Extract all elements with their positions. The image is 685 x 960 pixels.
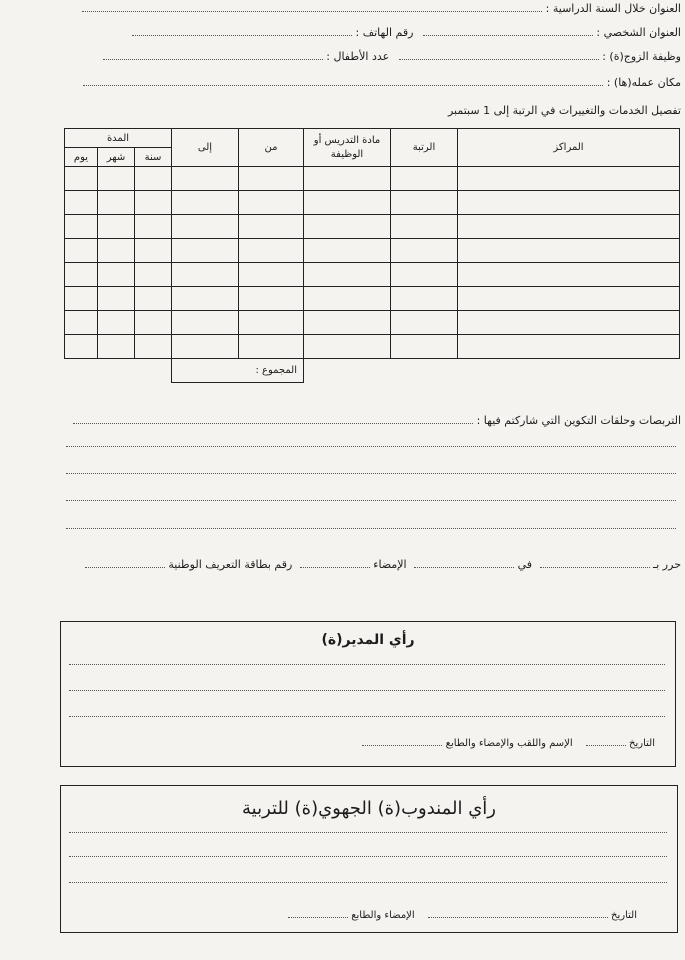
- cell-grade[interactable]: [391, 167, 458, 191]
- director-date-input[interactable]: [586, 736, 626, 746]
- cell-centers[interactable]: [458, 287, 680, 311]
- total-row: [65, 359, 680, 383]
- cell-subject[interactable]: [304, 263, 391, 287]
- cell-from[interactable]: [239, 263, 304, 287]
- cell-from[interactable]: [239, 287, 304, 311]
- delegate-date-label: التاريخ: [611, 910, 637, 921]
- trainings-line-3[interactable]: [66, 473, 676, 474]
- cell-day[interactable]: [65, 167, 98, 191]
- signature-label: الإمضاء: [373, 558, 407, 571]
- services-table: [64, 128, 680, 383]
- written-at-input[interactable]: [540, 558, 650, 568]
- delegate-line-3[interactable]: [69, 882, 667, 883]
- cell-grade[interactable]: [391, 191, 458, 215]
- table-row: [65, 191, 680, 215]
- cell-year[interactable]: [135, 215, 172, 239]
- cell-from[interactable]: [239, 335, 304, 359]
- trainings-line-4[interactable]: [66, 500, 676, 501]
- cell-to[interactable]: [172, 311, 239, 335]
- cell-subject[interactable]: [304, 191, 391, 215]
- cell-month[interactable]: [98, 167, 135, 191]
- cell-centers[interactable]: [458, 263, 680, 287]
- cell-day[interactable]: [65, 311, 98, 335]
- cell-year[interactable]: [135, 311, 172, 335]
- header-centers: المراكز: [458, 129, 680, 167]
- cell-to[interactable]: [172, 215, 239, 239]
- cell-to[interactable]: [172, 239, 239, 263]
- services-title: تفصيل الخدمات والتغييرات في الرتبة إلى 1 سبتمبر: [447, 104, 681, 117]
- personal-address-field: [132, 26, 681, 39]
- personal-address-label: العنوان الشخصي :: [596, 26, 681, 39]
- cell-grade[interactable]: [391, 215, 458, 239]
- header-month: شهر: [98, 148, 135, 167]
- cell-from[interactable]: [239, 191, 304, 215]
- delegate-opinion-box: [60, 785, 678, 933]
- cell-year[interactable]: [135, 287, 172, 311]
- director-name-input[interactable]: [362, 736, 442, 746]
- cell-year[interactable]: [135, 335, 172, 359]
- cell-day[interactable]: [65, 335, 98, 359]
- cell-subject[interactable]: [304, 239, 391, 263]
- delegate-sign-input[interactable]: [288, 908, 348, 918]
- table-row: [65, 263, 680, 287]
- cell-from[interactable]: [239, 167, 304, 191]
- cell-year[interactable]: [135, 239, 172, 263]
- director-sign-row: [362, 736, 655, 749]
- delegate-opinion-title: رأي المندوب(ة) الجهوي(ة) للتربية: [242, 798, 496, 819]
- trainings-field: [73, 414, 681, 427]
- cell-month[interactable]: [98, 215, 135, 239]
- director-line-2[interactable]: [69, 690, 665, 691]
- cell-month[interactable]: [98, 335, 135, 359]
- address-year-input[interactable]: [82, 2, 542, 12]
- cell-year[interactable]: [135, 191, 172, 215]
- table-row: [65, 215, 680, 239]
- cell-year[interactable]: [135, 167, 172, 191]
- cell-to[interactable]: [172, 167, 239, 191]
- delegate-line-1[interactable]: [69, 832, 667, 833]
- cell-day[interactable]: [65, 263, 98, 287]
- cell-grade[interactable]: [391, 311, 458, 335]
- cell-grade[interactable]: [391, 239, 458, 263]
- cell-subject[interactable]: [304, 335, 391, 359]
- cell-day[interactable]: [65, 239, 98, 263]
- director-line-1[interactable]: [69, 664, 665, 665]
- spouse-job-field: [103, 50, 681, 63]
- trainings-input-1[interactable]: [73, 414, 473, 424]
- cell-to[interactable]: [172, 191, 239, 215]
- cell-day[interactable]: [65, 287, 98, 311]
- cell-grade[interactable]: [391, 287, 458, 311]
- header-duration: المدة: [65, 129, 172, 148]
- cell-centers[interactable]: [458, 239, 680, 263]
- id-number-label: رقم بطاقة التعريف الوطنية: [168, 558, 293, 571]
- cell-grade[interactable]: [391, 263, 458, 287]
- date-input[interactable]: [414, 558, 514, 568]
- cell-subject[interactable]: [304, 311, 391, 335]
- cell-month[interactable]: [98, 263, 135, 287]
- cell-grade[interactable]: [391, 335, 458, 359]
- director-date-label: التاريخ: [629, 738, 655, 749]
- cell-year[interactable]: [135, 263, 172, 287]
- work-place-input[interactable]: [83, 76, 603, 86]
- cell-from[interactable]: [239, 215, 304, 239]
- address-year-field: [82, 2, 681, 15]
- director-opinion-box: [60, 621, 676, 767]
- trainings-line-2[interactable]: [66, 446, 676, 447]
- signature-line: [85, 558, 681, 571]
- header-year: سنة: [135, 148, 172, 167]
- cell-from[interactable]: [239, 311, 304, 335]
- cell-to[interactable]: [172, 287, 239, 311]
- cell-to[interactable]: [172, 263, 239, 287]
- work-place-field: [83, 76, 681, 89]
- phone-input[interactable]: [132, 26, 352, 36]
- delegate-sign-row: [288, 908, 637, 921]
- on-label: في: [517, 558, 533, 571]
- table-row: [65, 239, 680, 263]
- header-grade: الرتبة: [391, 129, 458, 167]
- table-row: [65, 287, 680, 311]
- cell-to[interactable]: [172, 335, 239, 359]
- table-row: [65, 167, 680, 191]
- work-place-label: مكان عمله(ها) :: [606, 76, 681, 89]
- director-opinion-title: رأي المدير(ة): [321, 632, 415, 648]
- trainings-label: التربصات وحلقات التكوين التي شاركتم فيها :: [476, 414, 681, 427]
- cell-subject[interactable]: [304, 167, 391, 191]
- delegate-sign-stamp-label: الإمضاء والطابع: [351, 910, 415, 921]
- cell-month[interactable]: [98, 287, 135, 311]
- header-to: إلى: [172, 129, 239, 167]
- cell-subject[interactable]: [304, 287, 391, 311]
- table-row: [65, 311, 680, 335]
- written-at-label: حرر بـ: [653, 558, 681, 571]
- cell-from[interactable]: [239, 239, 304, 263]
- cell-centers[interactable]: [458, 335, 680, 359]
- delegate-line-2[interactable]: [69, 856, 667, 857]
- children-count-label: عدد الأطفال :: [326, 50, 390, 63]
- total-label: المجموع :: [172, 359, 304, 383]
- header-subject: مادة التدريس أو الوظيفة: [304, 129, 391, 167]
- address-year-label: العنوان خلال السنة الدراسية :: [545, 2, 681, 15]
- cell-month[interactable]: [98, 311, 135, 335]
- signature-input[interactable]: [300, 558, 370, 568]
- header-from: من: [239, 129, 304, 167]
- cell-day[interactable]: [65, 191, 98, 215]
- header-day: يوم: [65, 148, 98, 167]
- cell-day[interactable]: [65, 215, 98, 239]
- director-line-3[interactable]: [69, 716, 665, 717]
- trainings-line-5[interactable]: [66, 528, 676, 529]
- spouse-job-label: وظيفة الزوج(ة) :: [602, 50, 681, 63]
- personal-address-input[interactable]: [423, 26, 593, 36]
- spouse-job-input[interactable]: [399, 50, 599, 60]
- cell-subject[interactable]: [304, 215, 391, 239]
- cell-month[interactable]: [98, 191, 135, 215]
- id-number-input[interactable]: [85, 558, 165, 568]
- delegate-date-input[interactable]: [428, 908, 608, 918]
- phone-label: رقم الهاتف :: [355, 26, 414, 39]
- director-name-sign-label: الإسم واللقب والإمضاء والطابع: [445, 738, 573, 749]
- table-row: [65, 335, 680, 359]
- children-count-input[interactable]: [103, 50, 323, 60]
- cell-centers[interactable]: [458, 215, 680, 239]
- cell-centers[interactable]: [458, 167, 680, 191]
- cell-centers[interactable]: [458, 311, 680, 335]
- cell-centers[interactable]: [458, 191, 680, 215]
- cell-month[interactable]: [98, 239, 135, 263]
